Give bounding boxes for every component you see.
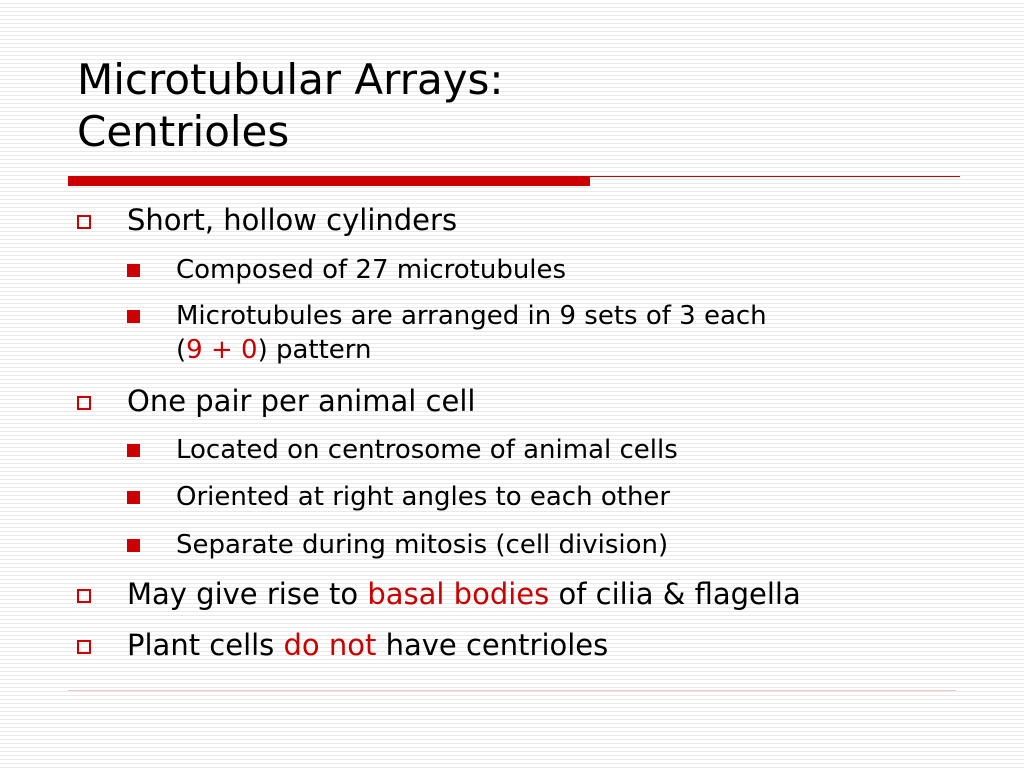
- bullet-text: One pair per animal cell: [127, 384, 476, 418]
- footer-rule: [68, 690, 956, 691]
- solid-square-bullet-icon: [127, 444, 140, 457]
- solid-square-bullet-icon: [127, 491, 140, 504]
- title-line-1: Microtubular Arrays:: [77, 55, 504, 104]
- highlight-do-not: do not: [283, 628, 377, 662]
- solid-square-bullet-icon: [127, 539, 140, 552]
- subbullet-text-line-1: Microtubules are arranged in 9 sets of 3 each: [176, 301, 767, 331]
- bullet-text-post: of cilia & flagella: [549, 577, 801, 611]
- title-line-2: Centrioles: [77, 107, 290, 156]
- subbullet-text: Oriented at right angles to each other: [176, 482, 671, 512]
- slide-title: [77, 54, 504, 158]
- subbullet-text: Separate during mitosis (cell division): [176, 530, 669, 560]
- solid-square-bullet-icon: [127, 310, 140, 323]
- subbullet-text-line-2: [176, 333, 767, 367]
- bullet-text-pre: May give rise to: [127, 577, 368, 611]
- subbullet-text: [176, 299, 767, 367]
- hollow-square-bullet-icon: [77, 589, 91, 603]
- hollow-square-bullet-icon: [77, 215, 91, 229]
- bullet-text: [127, 628, 608, 662]
- subbullet-text: Located on centrosome of animal cells: [176, 435, 678, 465]
- title-rule-thin: [590, 176, 960, 177]
- bullet-text-pre: Plant cells: [127, 628, 284, 662]
- hollow-square-bullet-icon: [77, 640, 91, 654]
- bullet-text: [127, 577, 801, 611]
- pattern-suffix: ) pattern: [257, 335, 372, 365]
- bullet-text-post: have centrioles: [376, 628, 609, 662]
- solid-square-bullet-icon: [127, 264, 140, 277]
- bullet-text: Short, hollow cylinders: [127, 203, 458, 237]
- paren-open: (: [176, 335, 187, 365]
- highlight-basal-bodies: basal bodies: [367, 577, 550, 611]
- hollow-square-bullet-icon: [77, 396, 91, 410]
- title-rule-thick: [68, 176, 590, 186]
- highlight-pattern: 9 + 0: [186, 335, 258, 365]
- subbullet-text: Composed of 27 microtubules: [176, 255, 567, 285]
